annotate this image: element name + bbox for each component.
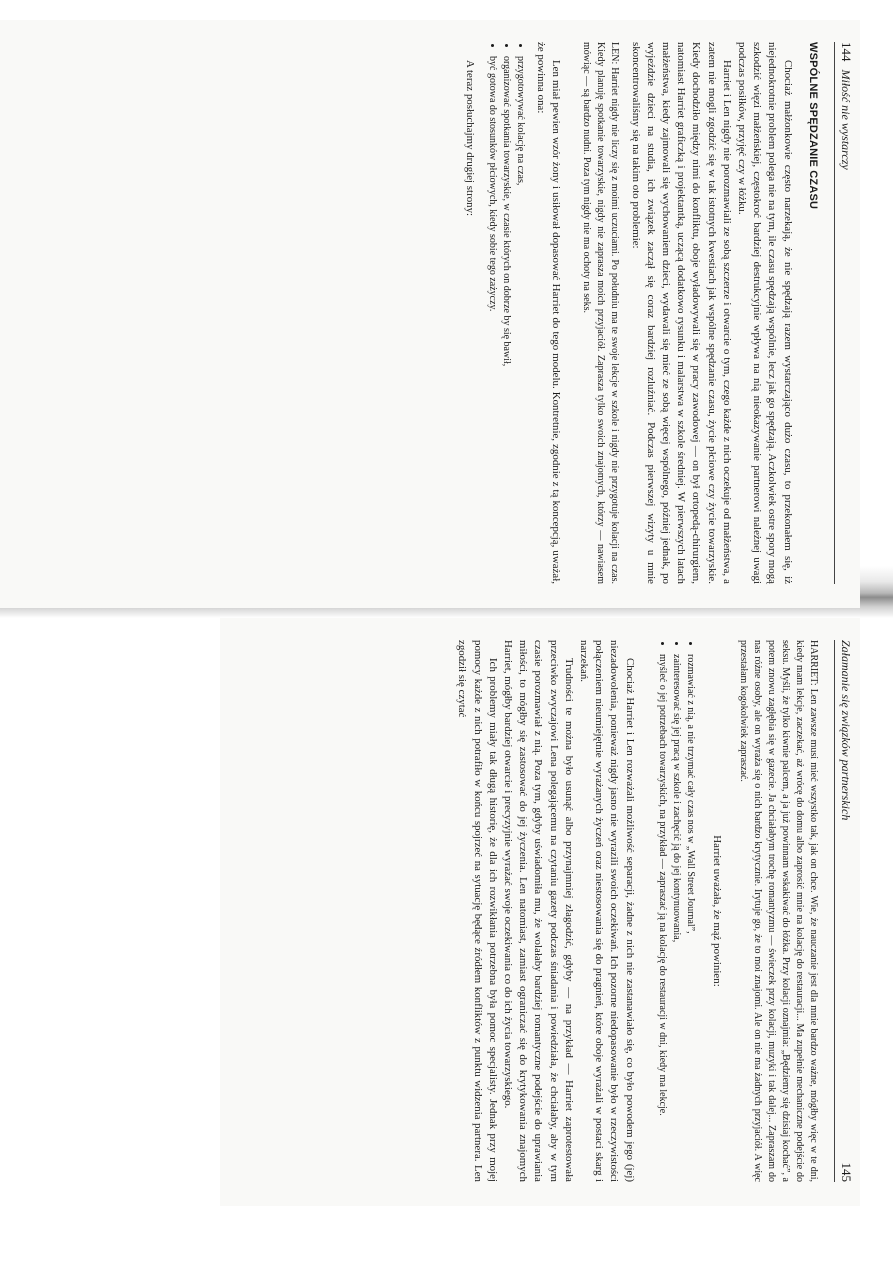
running-head-right: [834, 640, 854, 1182]
paragraph: Chociaż małżonkowie często narzekają, że nie spędzają razem wystarczająco dużo czasu, to przekonałem się, iż niejednokrotnie problem polega nie na tym, ile czasu spędzają wspólnie, lecz jak go spędzają. Aczkolwiek ostre spory mogą szkodzić więzi małżeńskiej, częstokroć bardziej destrukcyjnie wpływa na nią nieokazywanie partnerowi należnej uwagi podczas posiłków, przyjęć czy w łóżku.: [735, 42, 794, 584]
bullet-list: [485, 42, 527, 584]
paragraph: Trudności te można było usunąć albo przynajmniej złagodzić, gdyby — na przykład — Harriet zaprotestowała przeciwko zwyczajowi Lena polegającemu na czytaniu gazety podczas śniadania i powiedziała, że chciałaby, aby w tym czasie porozmawiał z nią. Poza tym, gdyby uświadomiła mu, że wolałaby bardziej romantyczne podejście do uprawiania miłości, to mógłby się zastosować do jej życzenia. Len natomiast, zamiast ograniczać się do krytykowania znajomych Harriet, mógłby bardziej otwarcie i precyzyjnie wyrażać swoje oczekiwania co do ich życia towarzyskiego.: [501, 640, 575, 1182]
list-item: • zainteresować się jej pracą w szkole i zachęcić ją do jej kontynuowania,: [669, 654, 683, 1182]
paragraph: Chociaż Harriet i Len rozważali możliwość separacji, żadne z nich nie zastanawiało się, co było powodem jego (jej) niezadowolenia, ponieważ nigdy jasno nie wyrazili swoich oczekiwań. Ich pozorne niedopasowanie było w rzeczywistości połączeniem nieumiejętnie wyrażanych życzeń oraz niestosowania się do pragnień, które oboje wyrażali w postaci skarg i narzekań.: [577, 640, 636, 1182]
paragraph: Len miał pewien wzór żony i usiłował dopasować Harriet do tego modelu. Kontretnie, zgodnie z tą koncepcją, uważał, że powinna ona:: [535, 42, 563, 584]
quote-len: LEN: Harriet nigdy nie liczy się z moimi uczuciami. Po południu ma te swoje lekcje w szkole i nigdy nie przygotuje kolacji na czas. Kiedy planuję spotkanie towarzyskie, nigdy nie zaprasza moich przyjaciół. Zaprasza tylko swoich znajomych, którzy — nawiasem mówiąc — są bardzo nudni. Poza tym nigdy nie ma ochoty na seks.: [581, 42, 621, 584]
section-heading: WSPÓLNE SPĘDZANIE CZASU: [806, 42, 819, 210]
page-144: [0, 20, 860, 608]
paragraph: Harriet i Len nigdy nie porozmawiali ze sobą szczerze i otwarcie o tym, czego każde z nich oczekuje od małżeństwa, a zatem nie mogli zgodzić się w tak istotnych kwestiach jak wspólne spędzanie czasu, życie płciowe czy życie towarzyskie. Kiedy dochodziło między nimi do konfliktu, oboje wyładowywali się w pracy zawodowej — on był ortopedą-chirurgiem, natomiast Harriet graficzką i projektantką, uczącą dodatkowo rysunku i malarstwa w szkole średniej. W pierwszych latach małżeństwa, kiedy zajmowali się wychowaniem dzieci, wydawali się mieć ze sobą więcej wspólnego, później jednak, po wyjeździe dzieci na studia, ich związek zaczął się coraz bardziej rozluźniać. Podczas pierwszej wizyty u mnie skoncentrowaliśmy się na takim oto problemie:: [629, 42, 733, 584]
page-number: 145: [839, 1162, 854, 1182]
list-item: • myśleć o jej potrzebach towarzyskich, na przykład — zapraszać ją na kolację do restauracji w dni, kiedy ma lekcje.: [655, 654, 669, 1182]
list-item: • rozmawiać z nią, a nie trzymać cały czas nos w „Wall Street Journal”,: [683, 654, 697, 1182]
page-145: [220, 618, 860, 1206]
quote-harriet: HARRIET: Len zawsze musi mieć wszystko tak, jak on chce. Wie, że nauczanie jest dla mnie bardzo ważne, mógłby więc w te dni, kiedy mam lekcje, zaczekać, aż wrócę do domu albo zaprosić mnie na kolację do restauracji... Ma zupełnie mechaniczne podejście do seksu. Myśli, że tylko kiwnie palcem, a ja już powinnam wskakiwać do łóżka. Przy kolacji oznajmia: „Będziemy się dzisiaj kochać”, a potem znowu zagłębia się w gazecie. Ja chciałabym trochę romantyzmu — świeczek przy kolacji, muzyki i tak dalej... Zapraszam do nas różne osoby, ale on wyraża się o nich bardzo krytycznie. Irytuje go, że to moi znajomi. Ale on nie ma żadnych przyjaciół. A więc przestałam kogokolwiek zapraszać.: [737, 640, 819, 1182]
paragraph: Ich problemy miały tak długą historię, że dla ich rozwikłania potrzebna była pomoc specjalisty. Jednak przy mojej pomocy każde z nich potrafiło w końcu spojrzeć na sytuację będące źródłem konfliktów z punktu widzenia partnera. Len zgodził się czytać: [456, 640, 499, 1182]
running-head-left: [834, 42, 854, 584]
running-title: Załamanie się związków partnerskich: [839, 640, 853, 821]
running-title: Miłość nie wystarczy: [839, 69, 853, 170]
paragraph: Harriet uważała, że mąż powinien:: [710, 835, 723, 987]
bullet-list: [655, 640, 697, 1182]
page-number: 144: [839, 42, 854, 62]
list-item: • przygotowywać kolację na czas,: [513, 56, 527, 584]
list-item: • być gotowa do stosunków płciowych, kiedy sobie tego zażyczy.: [485, 56, 499, 584]
list-item: • organizować spotkania towarzyskie, w czasie których on dobrze by się bawił,: [499, 56, 513, 584]
closing-line: A teraz posłuchajmy drugiej strony:: [463, 60, 476, 217]
